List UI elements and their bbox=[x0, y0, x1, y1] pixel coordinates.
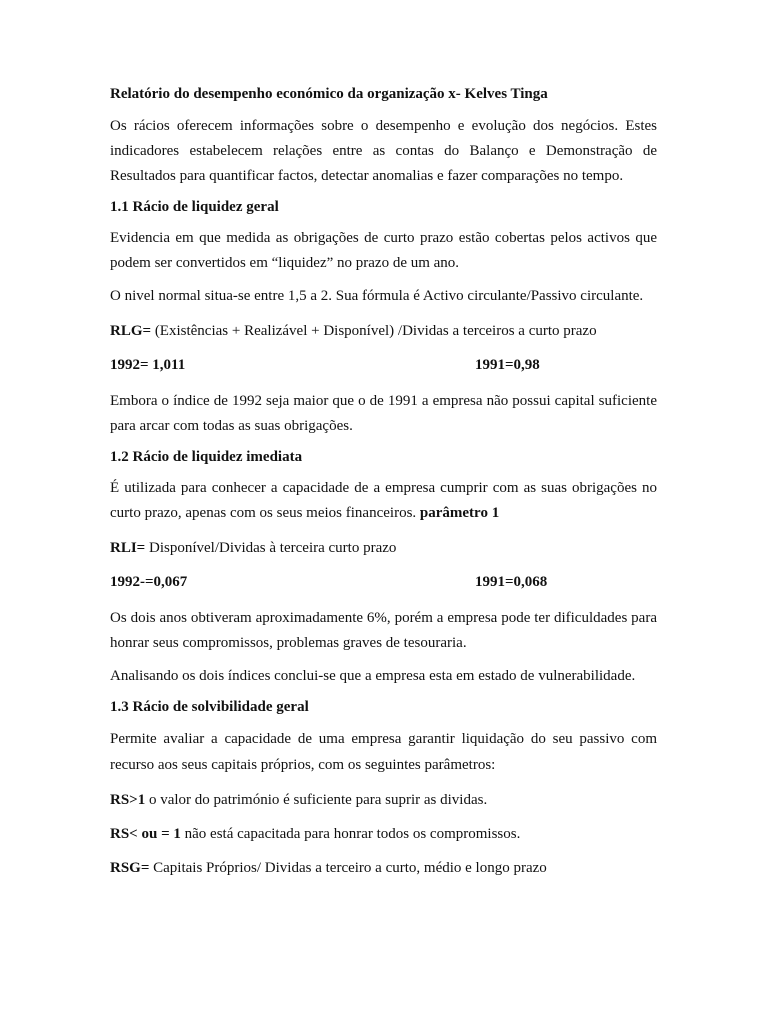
ratio-values-rli bbox=[110, 572, 657, 592]
rule-label: RS< ou = 1 bbox=[110, 826, 181, 842]
section-heading-liquidez-imediata: 1.2 Rácio de liquidez imediata bbox=[110, 449, 303, 465]
section-heading-solvibilidade-geral: 1.3 Rácio de solvibilidade geral bbox=[110, 699, 309, 715]
document-body bbox=[110, 84, 657, 892]
section1-paragraph-1: Evidencia em que medida as obrigações de curto prazo estão cobertas pelos activos que podem ser convertidos em “liquidez” no prazo de um ano. bbox=[110, 230, 657, 271]
rule-label: RS>1 bbox=[110, 792, 146, 808]
rule-text: o valor do património é suficiente para suprir as dividas. bbox=[145, 792, 488, 808]
formula-text: (Existências + Realizável + Disponível) /Dividas a terceiros a curto prazo bbox=[151, 323, 597, 339]
section2-paragraph-3: Analisando os dois índices conclui-se que a empresa esta em estado de vulnerabilidade. bbox=[110, 668, 636, 684]
section2-paragraph-2: Os dois anos obtiveram aproximadamente 6%, porém a empresa pode ter dificuldades para honrar seus compromissos, problemas graves de tesouraria. bbox=[110, 610, 657, 651]
section1-paragraph-2: O nivel normal situa-se entre 1,5 a 2. Sua fórmula é Activo circulante/Passivo circulante. bbox=[110, 288, 644, 304]
formula-label: RLI= bbox=[110, 540, 146, 556]
parameter-note: parâmetro 1 bbox=[419, 505, 500, 521]
section2-paragraph-1 bbox=[110, 476, 657, 526]
formula-label: RSG= bbox=[110, 860, 150, 876]
ratio-values-rlg bbox=[110, 355, 657, 375]
formula-rlg bbox=[110, 321, 657, 341]
document-title: Relatório do desempenho económico da organização x- Kelves Tinga bbox=[110, 86, 548, 102]
value-1992: 1992= 1,011 bbox=[110, 357, 186, 373]
value-1991: 1991=0,068 bbox=[475, 574, 548, 590]
section-heading-liquidez-geral: 1.1 Rácio de liquidez geral bbox=[110, 199, 279, 215]
rule-text: não está capacitada para honrar todos os compromissos. bbox=[180, 826, 521, 842]
value-1992: 1992-=0,067 bbox=[110, 574, 188, 590]
formula-rli bbox=[110, 538, 657, 558]
intro-paragraph: Os rácios oferecem informações sobre o desempenho e evolução dos negócios. Estes indicadores estabelecem relações entre as contas do Balanço e Demonstração de Resultados para quantificar factos, detectar anomalias e fazer comparações no tempo. bbox=[110, 118, 657, 184]
rule-rs-greater bbox=[110, 790, 657, 810]
formula-text: Capitais Próprios/ Dividas a terceiro a curto, médio e longo prazo bbox=[149, 860, 547, 876]
formula-text: Disponível/Dividas à terceira curto prazo bbox=[145, 540, 397, 556]
value-1991: 1991=0,98 bbox=[475, 357, 540, 373]
formula-label: RLG= bbox=[110, 323, 152, 339]
formula-rsg bbox=[110, 858, 657, 878]
section1-paragraph-3: Embora o índice de 1992 seja maior que o de 1991 a empresa não possui capital suficiente para arcar com todas as suas obrigações. bbox=[110, 393, 657, 434]
section3-paragraph-1: Permite avaliar a capacidade de uma empresa garantir liquidação do seu passivo com recurso aos seus capitais próprios, com os seguintes parâmetros: bbox=[110, 731, 657, 773]
section2-paragraph-1-text: É utilizada para conhecer a capacidade de a empresa cumprir com as suas obrigações no curto prazo, apenas com os seus meios financeiros. bbox=[110, 480, 657, 521]
rule-rs-less-equal bbox=[110, 824, 657, 844]
